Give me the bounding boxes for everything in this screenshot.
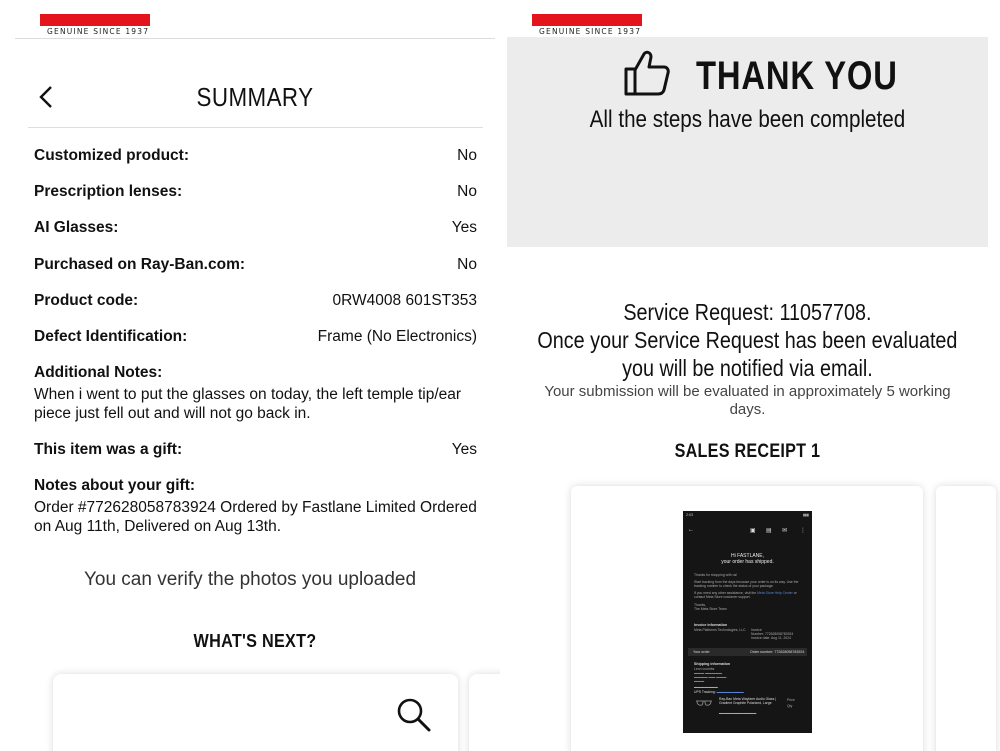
greeting-line1: Hi FASTLANE, xyxy=(730,553,765,559)
sales-receipt-heading: SALES RECEIPT 1 xyxy=(674,441,821,462)
row-label: This item was a gift: xyxy=(34,441,183,458)
receipt-para2: Start tracking from the days because your order is on its way. Use the tracking number to check the status of your package. xyxy=(694,580,799,589)
row-label: Product code: xyxy=(34,292,139,309)
confirmation-panel xyxy=(500,0,1000,751)
row-value: Frame (No Electronics) xyxy=(317,328,477,345)
row-label: Defect Identification: xyxy=(34,328,188,345)
notes-label: Additional Notes: xyxy=(34,364,163,381)
brand-tagline: GENUINE SINCE 1937 xyxy=(47,27,150,36)
shipping-name: Leon coombs xyxy=(694,667,715,671)
title-divider xyxy=(28,127,483,128)
price-label: Price xyxy=(787,698,795,702)
ups-label: UPS Tracking: xyxy=(694,690,716,694)
row-label: Prescription lenses: xyxy=(34,183,183,200)
receipt-image[interactable] xyxy=(683,511,812,733)
photo-card-next[interactable] xyxy=(469,674,500,751)
row-value: 0RW4008 601ST353 xyxy=(332,292,477,309)
shipping-address-line2: ▬▬▬▬ ▬▬ ▬▬▬ xyxy=(694,675,727,679)
evaluation-notice-line1: Once your Service Request has been evaluated xyxy=(537,327,958,353)
archive-icon: ▣ xyxy=(750,528,756,534)
verify-photos-text: You can verify the photos you uploaded xyxy=(83,569,417,590)
brand-logo xyxy=(40,14,150,26)
receipt-para3 xyxy=(694,591,802,600)
row-value: Yes xyxy=(451,441,477,458)
gift-notes-label: Notes about your gift: xyxy=(34,477,196,494)
gift-notes-text: Order #772628058783924 Ordered by Fastlane Limited Ordered on Aug 11th, Delivered on Aug 13th. xyxy=(34,499,477,535)
summary-row-ai-glasses xyxy=(34,219,477,237)
service-request-number: Service Request: 11057708. xyxy=(623,299,872,325)
trash-icon: ▤ xyxy=(766,528,772,534)
notes-text: When i went to put the glasses on today, the left temple tip/ear piece just fell out and will not go back in. xyxy=(34,386,462,422)
para3-tail: or contact Meta Store customer support. xyxy=(694,591,797,600)
battery-icon: ▮▮▮ xyxy=(803,513,809,517)
invoice-label: Invoice xyxy=(751,628,762,632)
receipt-toolbar xyxy=(683,527,812,537)
ups-tracking xyxy=(694,690,802,694)
receipt-thanks: Thanks, xyxy=(694,603,707,607)
invoice-company: Meta Platforms Technologies, LLC xyxy=(694,628,746,632)
glasses-thumbnail-icon xyxy=(695,699,713,707)
receipt-status-bar xyxy=(686,513,809,519)
receipt-card-next[interactable] xyxy=(936,486,996,751)
summary-additional-notes xyxy=(34,364,477,423)
qty-label: Qty xyxy=(787,704,793,708)
shipping-phone: ▬▬▬▬▬▬▬ xyxy=(694,685,718,689)
para3-text: If you need any other assistance, visit the xyxy=(694,591,757,595)
receipt-greeting xyxy=(683,553,812,565)
row-value: No xyxy=(457,256,477,273)
receipt-product: Ray-Ban Meta Wayfarer Audio Glass | Gradient Graphite Polarized, Large xyxy=(719,697,777,706)
thank-you-subtitle: All the steps have been completed xyxy=(589,106,906,133)
receipt-signoff: The Meta Store Team xyxy=(694,607,727,611)
whats-next-heading: WHAT'S NEXT? xyxy=(193,631,317,651)
shipping-address-line1: ▬▬▬ ▬▬▬▬▬ xyxy=(694,671,723,675)
shipping-heading: Shipping information xyxy=(694,662,731,666)
search-icon[interactable] xyxy=(396,697,432,733)
invoice-heading: Invoice information xyxy=(694,623,728,627)
greeting-line2: your order has shipped. xyxy=(721,559,774,565)
thumbs-up-icon xyxy=(622,48,672,98)
order-number: Order number: 772628058783924 xyxy=(750,650,805,654)
page-title: SUMMARY xyxy=(196,82,314,112)
row-value: Yes xyxy=(451,219,477,236)
brand-tagline: GENUINE SINCE 1937 xyxy=(539,27,642,36)
thank-you-title: THANK YOU xyxy=(696,54,898,98)
row-value: No xyxy=(457,147,477,164)
invoice-date: Invoice date: Aug 11, 2024 xyxy=(751,636,791,640)
arrow-left-icon: ← xyxy=(688,527,694,533)
row-value: No xyxy=(457,183,477,200)
row-label: Customized product: xyxy=(34,147,189,164)
receipt-product-note: ▬▬▬▬▬▬▬▬▬▬▬ xyxy=(719,711,757,715)
receipt-status-time: 2:03 xyxy=(686,513,693,517)
help-center-link[interactable]: Meta Store Help Center xyxy=(757,591,793,595)
summary-row-product-code xyxy=(34,292,477,310)
row-label: Purchased on Ray-Ban.com: xyxy=(34,256,246,273)
summary-row-defect xyxy=(34,328,477,346)
header-divider xyxy=(15,38,495,39)
order-band xyxy=(688,648,807,656)
more-icon: ⋮ xyxy=(800,528,806,534)
summary-gift-notes xyxy=(34,477,477,536)
row-label: AI Glasses: xyxy=(34,219,119,236)
invoice-number: Number: 772628058783924 xyxy=(751,632,794,636)
summary-row-customized xyxy=(34,147,477,165)
ups-link[interactable]: ▬▬▬▬▬▬▬▬ xyxy=(716,690,744,694)
summary-row-purchased xyxy=(34,256,477,274)
evaluation-time-text: Your submission will be evaluated in approximately 5 working days. xyxy=(544,383,951,418)
brand-logo xyxy=(532,14,642,26)
evaluation-notice-line2: you will be notified via email. xyxy=(622,355,873,381)
shipping-address-line3: ▬▬▬ xyxy=(694,679,705,683)
receipt-para1: Thanks for shopping with us! xyxy=(694,573,738,577)
summary-row-gift xyxy=(34,441,477,459)
mail-icon: ✉ xyxy=(782,528,788,534)
order-label: Your order xyxy=(693,650,710,654)
summary-row-prescription xyxy=(34,183,477,201)
